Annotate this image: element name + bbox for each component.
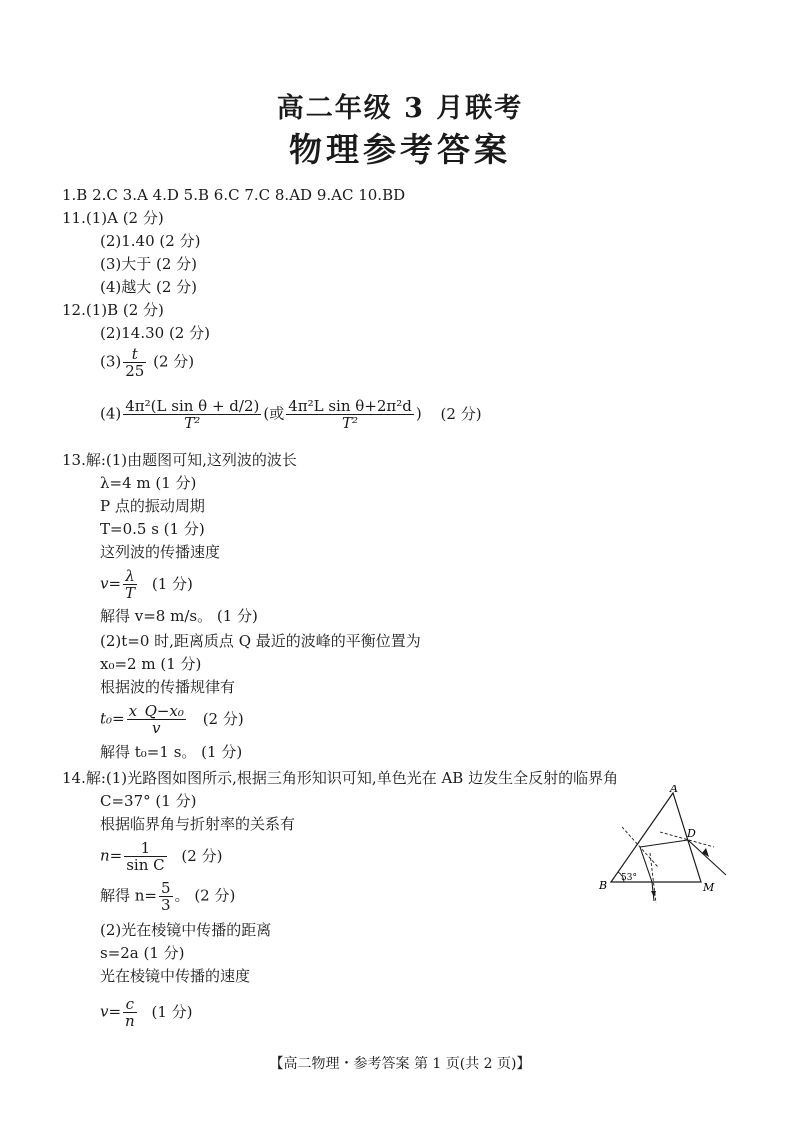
- q12-head: 12.(1)B (2 分): [62, 301, 164, 319]
- q14-line5: 解得 n= $\frac{5}{3}$ 。 (2 分): [100, 879, 236, 914]
- q13-line7: 解得 v=8 m/s。 (1 分): [100, 607, 258, 625]
- q14-line7: s=2a (1 分): [100, 944, 185, 962]
- q14-line1: 14.解:(1)光路图如图所示,根据三角形知识可知,单色光在 AB 边发生全反射的临界角: [62, 769, 619, 787]
- exam-title: 高二年级 3 月联考: [276, 93, 524, 124]
- label-b: B: [599, 879, 608, 892]
- q13-line9: x₀=2 m (1 分): [100, 655, 202, 673]
- q13-line10: 根据波的传播规律有: [100, 678, 236, 696]
- q14-line2: C=37° (1 分): [100, 792, 197, 810]
- q14-line8: 光在棱镜中传播的速度: [100, 967, 251, 985]
- q11-part2: (2)1.40 (2 分): [100, 232, 201, 250]
- inner-ray-1: [640, 840, 688, 847]
- q13-line8: (2)t=0 时,距离质点 Q 最近的波峰的平衡位置为: [100, 632, 421, 650]
- label-a: A: [670, 785, 678, 795]
- q14-line4: n= $\frac{1}{\text{sin C}}$ (2 分): [100, 839, 223, 874]
- page-footer: 【高二物理・参考答案 第 1 页(共 2 页)】: [269, 1056, 531, 1072]
- normal-ab: [622, 827, 658, 867]
- q12-part3: (3) $\frac{t}{25}$ (2 分): [100, 345, 195, 380]
- mc-answers: 1.B 2.C 3.A 4.D 5.B 6.C 7.C 8.AD 9.AC 10.BD: [62, 186, 406, 204]
- q14-line3: 根据临界角与折射率的关系有: [100, 815, 296, 833]
- inner-ray-2: [640, 847, 652, 882]
- label-d: D: [687, 827, 696, 840]
- q11-head: 11.(1)A (2 分): [62, 209, 164, 227]
- q13-line11: t₀= $\frac{\text{x\_Q−x₀}}{v}$ (2 分): [100, 702, 244, 737]
- q13-line2: λ=4 m (1 分): [100, 474, 197, 492]
- q12-part4: (4) $\frac{\text{4π²(L sin θ + d/2)}}{\text{T²}}$ (或 $\frac{\text{4π²L sin θ+2π²d}}{\text{T²}}$ ) (2 分): [100, 397, 482, 432]
- q11-part3: (3)大于 (2 分): [100, 255, 198, 273]
- prism-diagram: [590, 785, 740, 905]
- q13-line1: 13.解:(1)由题图可知,这列波的波长: [62, 451, 297, 469]
- q14-line6: (2)光在棱镜中传播的距离: [100, 921, 272, 939]
- angle-label: 53°: [621, 873, 637, 883]
- q13-line12: 解得 t₀=1 s。 (1 分): [100, 743, 243, 761]
- q13-line3: P 点的振动周期: [100, 497, 205, 515]
- q13-line5: 这列波的传播速度: [100, 543, 221, 561]
- label-m: M: [703, 881, 715, 894]
- q13-line4: T=0.5 s (1 分): [100, 520, 205, 538]
- q12-part2: (2)14.30 (2 分): [100, 324, 210, 342]
- answer-title: 物理参考答案: [289, 130, 511, 169]
- q11-part4: (4)越大 (2 分): [100, 278, 198, 296]
- q14-line9: v= $\frac{c}{n}$ (1 分): [100, 995, 193, 1030]
- q13-line6: v= $\frac{\lambda}{T}$ (1 分): [100, 567, 193, 602]
